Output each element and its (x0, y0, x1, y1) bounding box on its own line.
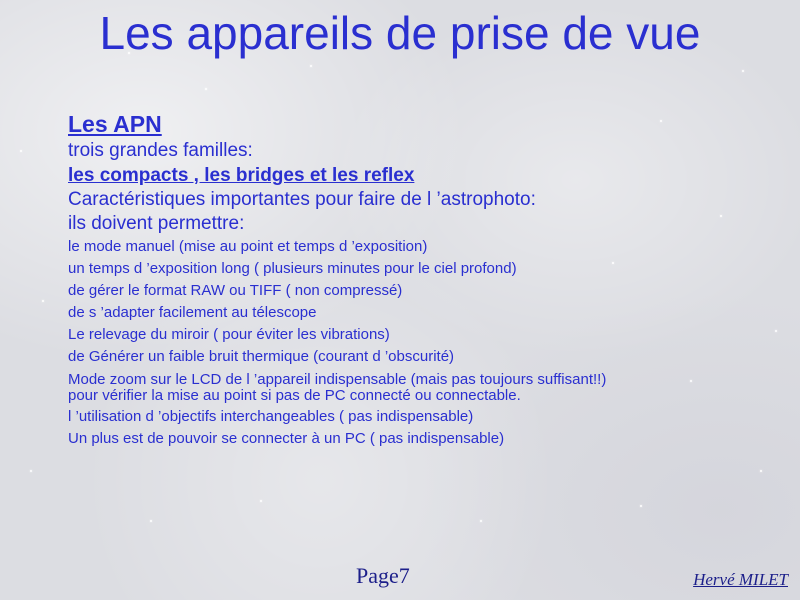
requirement-item: Un plus est de pouvoir se connecter à un PC ( pas indispensable) (68, 430, 505, 447)
author-name: Hervé MILET (693, 570, 788, 589)
slide-title: Les appareils de prise de vue (99, 7, 701, 59)
requirement-item: un temps d ’exposition long ( plusieurs minutes pour le ciel profond) (68, 260, 517, 277)
families-subheading: les compacts , les bridges et les reflex (68, 165, 415, 186)
requirement-item: pour vérifier la mise au point si pas de PC connecté ou connectable. (68, 387, 521, 404)
requirement-item: Le relevage du miroir ( pour éviter les vibrations) (68, 326, 390, 343)
requirement-item: Mode zoom sur le LCD de l ’appareil indispensable (mais pas toujours suffisant!!) (68, 371, 607, 388)
text-line: ils doivent permettre: (68, 213, 245, 234)
text-line: trois grandes familles: (68, 140, 253, 161)
requirement-item: l ’utilisation d ’objectifs interchangeables ( pas indispensable) (68, 408, 474, 425)
slide-content (68, 110, 788, 450)
requirement-item: de Générer un faible bruit thermique (courant d ’obscurité) (68, 348, 455, 365)
requirement-item: de gérer le format RAW ou TIFF ( non compressé) (68, 282, 403, 299)
section-heading: Les APN (68, 111, 162, 137)
requirement-item: le mode manuel (mise au point et temps d ’exposition) (68, 238, 428, 255)
requirement-item: de s ’adapter facilement au télescope (68, 304, 317, 321)
text-line: Caractéristiques importantes pour faire de l ’astrophoto: (68, 189, 536, 210)
page-number: Page7 (356, 563, 410, 588)
